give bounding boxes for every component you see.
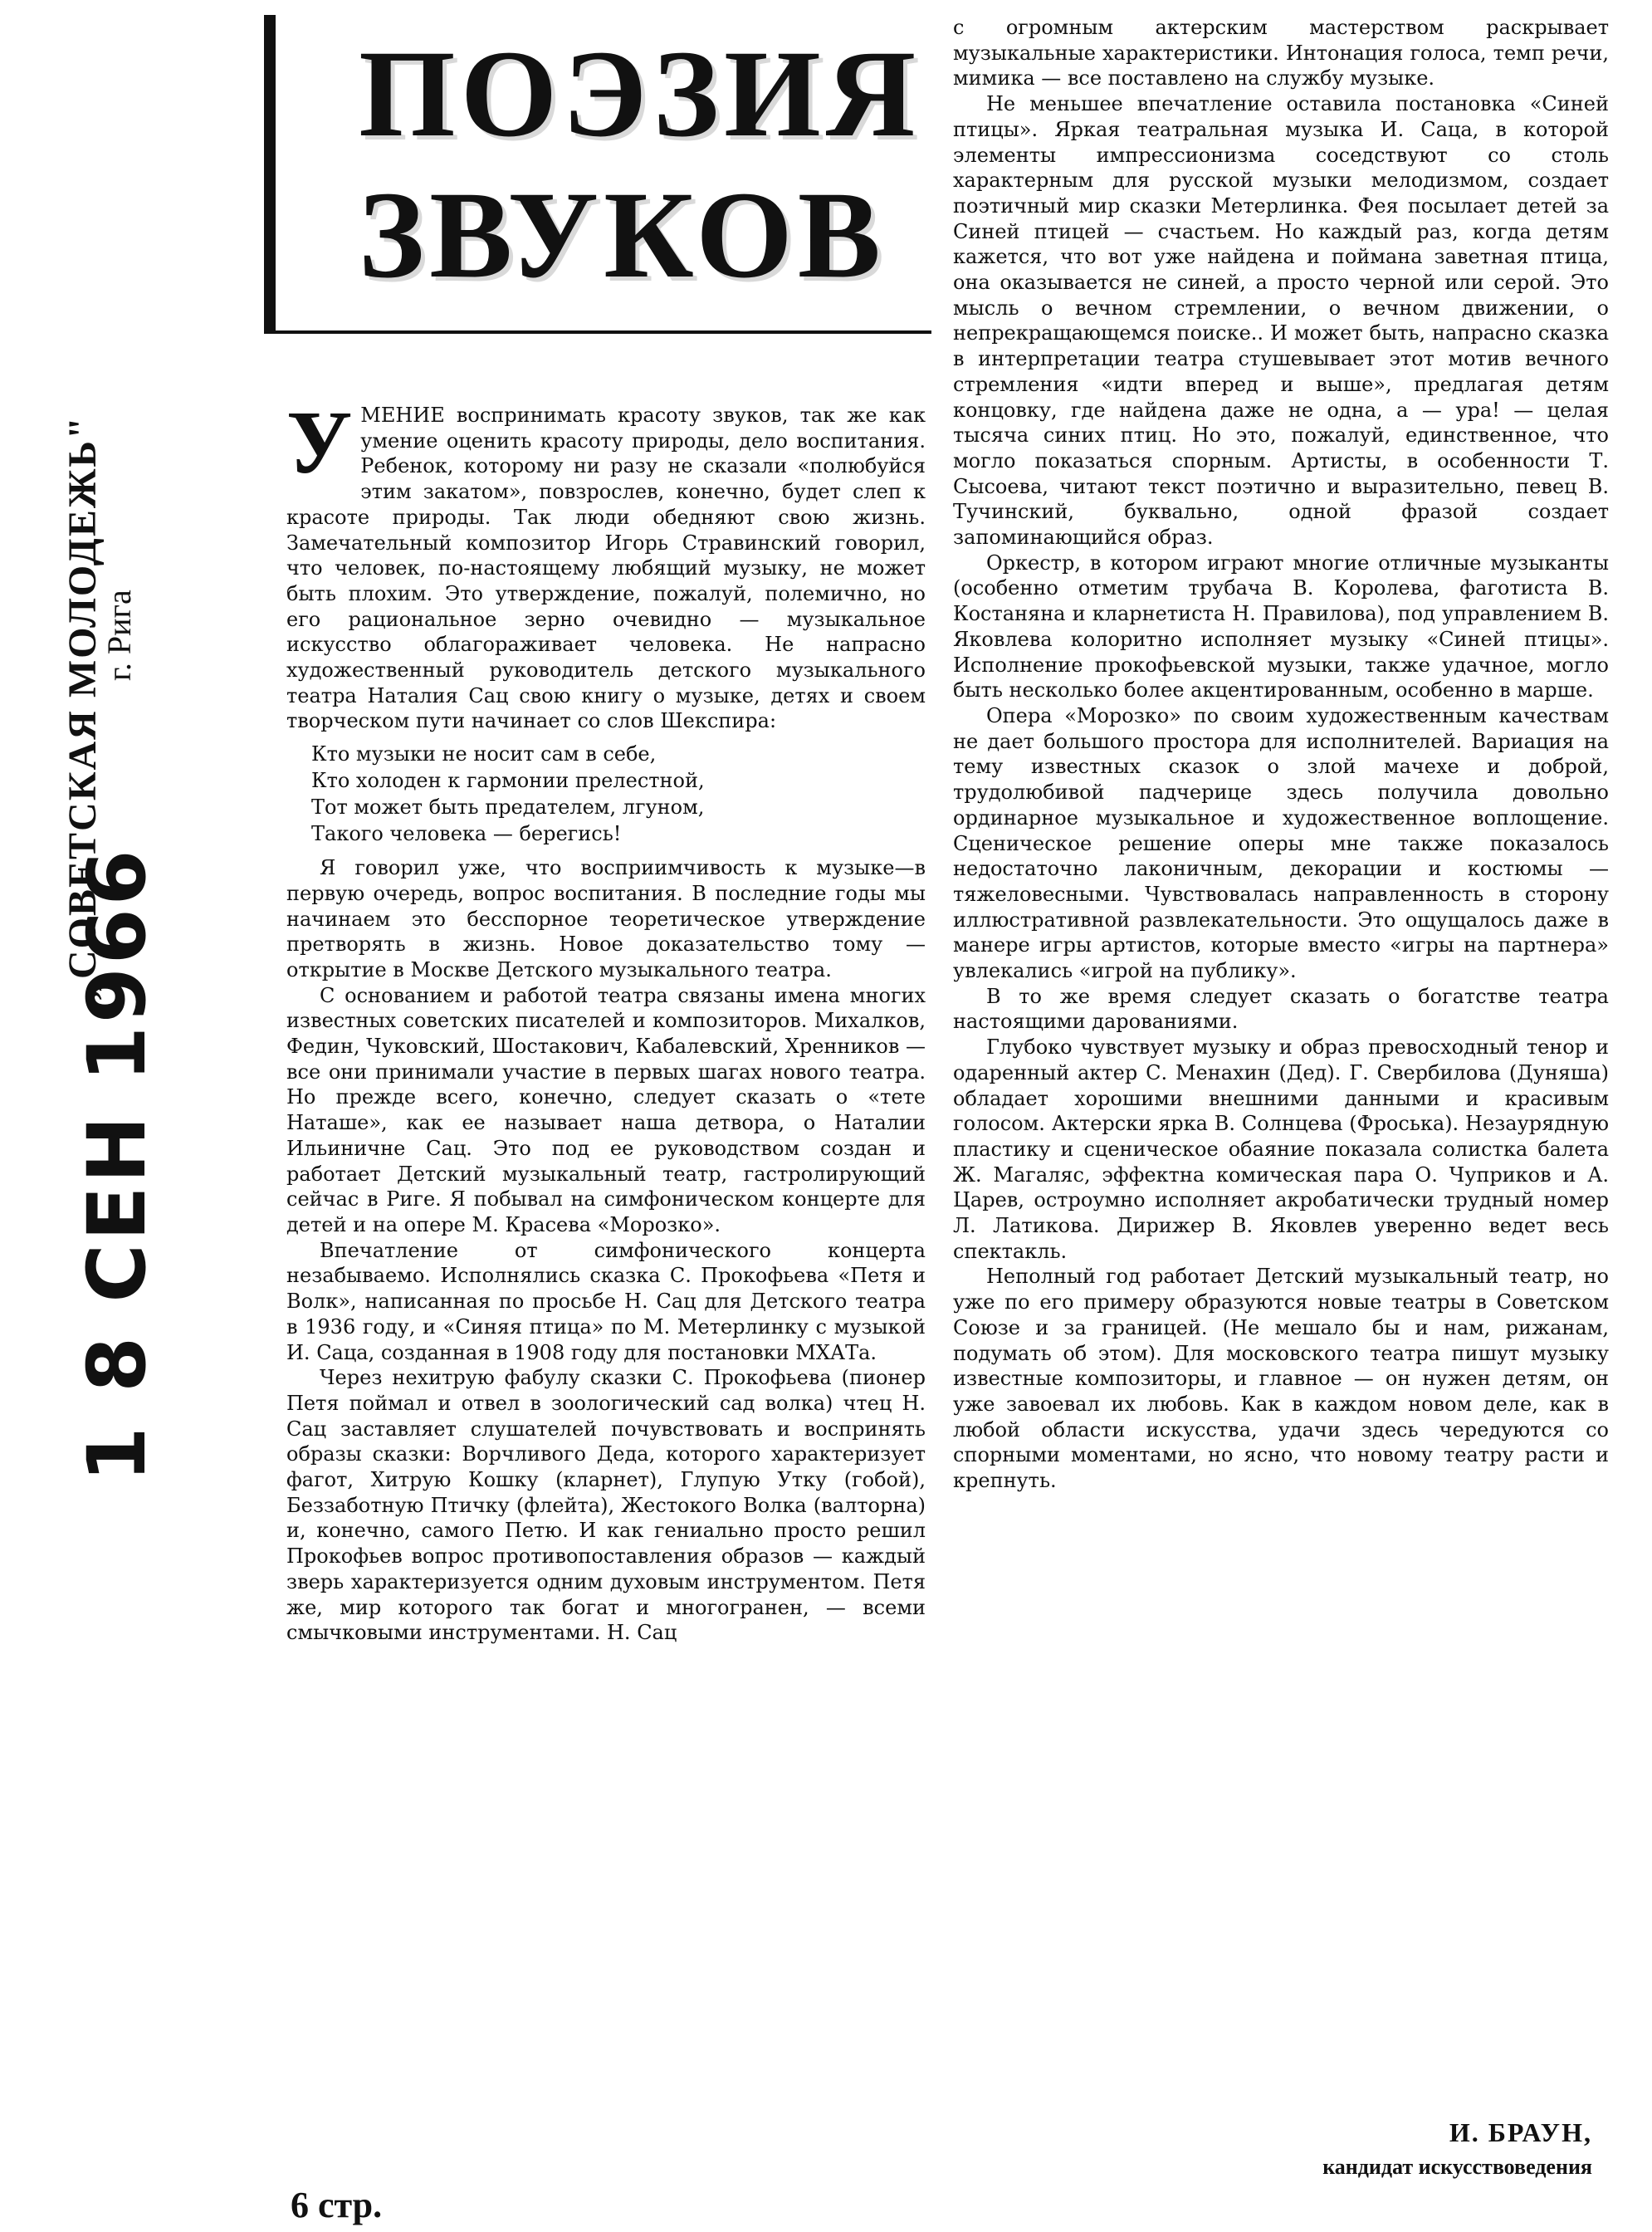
poem-line: Кто музыки не носит сам в себе, <box>311 742 657 766</box>
newspaper-name-stamp: „СОВЕТСКАЯ МОЛОДЕЖЬ" <box>61 415 105 1001</box>
author-title: кандидат искусствоведения <box>1322 2155 1592 2179</box>
article-paragraph: Глубоко чувствует музыку и образ превосходный тенор и одаренный актер С. Менахин (Дед). Г. Свербилова (Дуняша) обладает хорошими внешними данными и красивым голосом. Актерски ярка В. Солнцева (Фроська). Незаурядную пластику и сценическое обаяние показала солистка балета Ж. Магаляс, эффектна комическая пара О. Чуприков и А. Царев, остроумно исполняет акробатически трудный номер Л. Латикова. Дирижер В. Яковлев уверенно ведет весь спектакль. <box>953 1035 1609 1263</box>
drop-cap: У <box>286 394 353 492</box>
poem-line: Тот может быть предателем, лгуном, <box>311 795 705 820</box>
article-paragraph: Впечатление от симфонического концерта незабываемо. Исполнялись сказка С. Прокофьева «Петя и Волк», написанная по просьбе Н. Сац для Детского театра в 1936 году, и «Синяя птица» по М. Метерлинку с музыкой И. Саца, созданная в 1908 году для постановки МХАТа. <box>286 1238 926 1364</box>
headline-box <box>264 15 931 334</box>
headline-line-1: ПОЭЗИЯ <box>359 25 921 163</box>
lead-text: МЕНИЕ воспринимать красоту звуков, так же как умение оценить красоту природы, дело воспитания. Ребенок, которому ни разу не сказали «полюбуйся этим закатом», повзрослев, конечно, будет слеп к красоте природы. Так люди обедняют свою жизнь. Замечательный композитор Игорь Стравинский говорил, что человек, по-настоящему любящий музыку, не может быть плохим. Это утверждение, пожалуй, полемично, но его рациональное зерно очевидно — музыкальное искусство облагораживает человека. Не напрасно художественный руководитель детского музыкального театра Наталия Сац свою книгу о музыке, детях и своем творческом пути начинает со слов Шекспира: <box>286 404 926 733</box>
city-stamp: г. Рига <box>100 590 138 681</box>
article-column-1 <box>286 394 926 1646</box>
article-paragraph: Неполный год работает Детский музыкальный театр, но уже по его примеру образуются новые театры в Советском Союзе и за границей. (Не мешало бы и нам, рижанам, подумать об этом). Для московского театра пишут музыку известные композиторы, и главное — он нужен детям, он уже завоевал их любовь. Как в каждом новом деле, как в любой области искусства, удачи здесь чередуются со спорными моментами, но ясно, что новому театру расти и крепнуть. <box>953 1265 1609 1493</box>
article-paragraph: Опера «Морозко» по своим художественным качествам не дает большого простора для исполнителей. Вариация на тему известных сказок о злой мачехе и доброй, трудолюбивой падчерице здесь получила довольно ординарное музыкальное и художественное воплощение. Сценическое решение оперы мне также показалось недостаточно лаконичным, декорации и костюмы — тяжеловесными. Чувствовалась направленность в сторону иллюстративной развлекательности. Это ощущалось даже в манере игры артистов, которые вместо «игры на партнера» увлекались «игрой на публику». <box>953 703 1609 983</box>
article-paragraph: с огромным актерским мастерством раскрывает музыкальные характеристики. Интонация голоса, темп речи, мимика — все поставлено на службу музыке. <box>953 16 1609 91</box>
lead-paragraph <box>286 394 926 734</box>
poem-line: Кто холоден к гармонии прелестной, <box>311 769 705 793</box>
poem-line: Такого человека — берегись! <box>311 822 622 846</box>
article-paragraph: Я говорил уже, что восприимчивость к музыке—в первую очередь, вопрос воспитания. В последние годы мы начинаем это бесспорное теоретическое утверждение претворять в жизнь. Новое доказательство тому — открытие в Москве Детского музыкального театра. <box>286 856 926 981</box>
headline-line-2: ЗВУКОВ <box>359 166 886 304</box>
poem-quote <box>311 741 926 847</box>
article-column-2 <box>953 15 1609 1494</box>
article-paragraph: Оркестр, в котором играют многие отличные музыканты (особенно отметим трубача В. Королева, фаготиста В. Костаняна и кларнетиста Н. Правилова), под управлением В. Яковлева колоритно исполняет музыку «Синей птицы». Исполнение прокофьевской музыки, также удачное, могло быть несколько более акцентированным, особенно в марше. <box>953 551 1609 702</box>
date-stamp: 1 8 СЕН 1966 <box>71 846 164 1482</box>
page-number: 6 стр. <box>291 2185 383 2225</box>
author-name: И. БРАУН, <box>1449 2117 1592 2147</box>
article-paragraph: С основанием и работой театра связаны имена многих известных советских писателей и композиторов. Михалков, Федин, Чуковский, Шостакович, Кабалевский, Хренников — все они принимали участие в первых шагах нового театра. Но прежде всего, конечно, следует сказать о «тете Наташе», как ее называет наша детвора, о Наталии Ильиничне Сац. Это под ее руководством создан и работает Детский музыкальный театр, гастролирующий сейчас в Риге. Я побывал на симфоническом концерте для детей и на опере М. Красева «Морозко». <box>286 983 926 1236</box>
article-paragraph: В то же время следует сказать о богатстве театра настоящими дарованиями. <box>953 984 1609 1034</box>
article-paragraph: Не меньшее впечатление оставила постановка «Синей птицы». Яркая театральная музыка И. Саца, в которой элементы импрессионизма соседствуют со столь характерным для русской музыки мелодизмом, создает поэтичный мир сказки Метерлинка. Фея посылает детей за Синей птицей — счастьем. Но каждый раз, когда детям кажется, что вот уже найдена и поймана заветная птица, она оказывается не синей, а просто черной или серой. Это мысль о вечном стремлении, о вечном движении, о непрекращающемся поиске.. И может быть, напрасно сказка в интерпретации театра стушевывает этот мотив вечного стремления «идти вперед и выше», предлагая детям концовку, где найдена даже не одна, а — ура! — целая тысяча синих птиц. Но это, пожалуй, единственное, что могло показаться спорным. Артисты, в особенности Т. Сысоева, читают текст поэтично и выразительно, певец В. Тучинский, буквально, одной фразой создает запоминающийся образ. <box>953 92 1609 550</box>
article-paragraph: Через нехитрую фабулу сказки С. Прокофьева (пионер Петя поймал и отвел в зоологический сад волка) чтец Н. Сац заставляет слушателей почувствовать и воспринять образы сказки: Ворчливого Деда, которого характеризует фагот, Хитрую Кошку (кларнет), Глупую Утку (гобой), Беззаботную Птичку (флейта), Жестокого Волка (валторна) и, конечно, самого Петю. И как гениально просто решил Прокофьев вопрос противопоставления образов — каждый зверь характеризуется одним духовым инструментом. Петя же, мир которого так богат и многогранен, — всеми смычковыми инструментами. Н. Сац <box>286 1366 926 1645</box>
